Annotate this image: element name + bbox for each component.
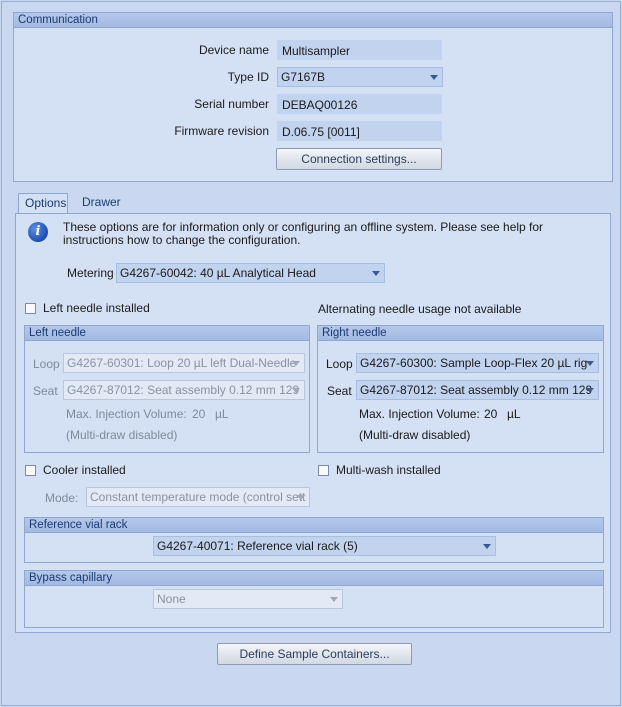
- left-seat-dropdown[interactable]: [63, 380, 305, 400]
- left-needle-installed-label: Left needle installed: [43, 301, 150, 315]
- type-id-dropdown[interactable]: [277, 67, 443, 87]
- define-sample-containers-button[interactable]: Define Sample Containers...: [217, 643, 412, 665]
- chevron-down-icon[interactable]: [287, 354, 304, 372]
- firmware-revision-label: Firmware revision: [174, 124, 269, 138]
- right-max-injection-label: Max. Injection Volume:: [359, 407, 480, 421]
- chevron-down-icon[interactable]: [581, 381, 598, 399]
- device-name-field[interactable]: Multisampler: [277, 40, 442, 60]
- tab-drawer[interactable]: Drawer: [82, 195, 121, 209]
- chevron-down-icon[interactable]: [287, 381, 304, 399]
- device-name-label: Device name: [198, 43, 269, 57]
- bypass-capillary-dropdown[interactable]: [153, 589, 343, 609]
- left-loop-dropdown[interactable]: [63, 353, 305, 373]
- right-seat-label: Seat: [327, 384, 352, 398]
- right-seat-dropdown[interactable]: [356, 380, 599, 400]
- right-loop-dropdown[interactable]: [356, 353, 599, 373]
- tab-options[interactable]: Options: [18, 193, 68, 214]
- left-needle-header: Left needle: [25, 326, 309, 341]
- left-multidraw-text: (Multi-draw disabled): [66, 428, 178, 442]
- cooler-installed-checkbox[interactable]: [25, 462, 126, 478]
- multiwash-installed-label: Multi-wash installed: [336, 463, 441, 477]
- alternating-needle-text: Alternating needle usage not available: [318, 302, 522, 316]
- right-loop-value: G4267-60300: Sample Loop-Flex 20 µL rig: [360, 356, 588, 370]
- right-seat-value: G4267-87012: Seat assembly 0.12 mm 129: [360, 383, 593, 397]
- right-loop-label: Loop: [326, 357, 353, 371]
- firmware-revision-field[interactable]: D.06.75 [0011]: [277, 121, 442, 141]
- metering-label: Metering: [67, 266, 114, 280]
- left-seat-label: Seat: [33, 384, 58, 398]
- mode-label: Mode:: [45, 491, 79, 505]
- chevron-down-icon[interactable]: [325, 590, 342, 608]
- chevron-down-icon[interactable]: [367, 264, 384, 282]
- left-loop-value: G4267-60301: Loop 20 µL left Dual-Needle: [67, 356, 297, 370]
- cooler-installed-label: Cooler installed: [43, 463, 126, 477]
- mode-dropdown[interactable]: [86, 487, 310, 507]
- left-max-injection-unit: µL: [215, 407, 229, 421]
- right-multidraw-text: (Multi-draw disabled): [359, 428, 471, 442]
- mode-value: Constant temperature mode (control sett: [90, 490, 306, 504]
- serial-number-label: Serial number: [194, 97, 269, 111]
- type-id-value: G7167B: [281, 70, 326, 84]
- chevron-down-icon[interactable]: [478, 537, 495, 555]
- reference-vial-rack-value: G4267-40071: Reference vial rack (5): [157, 539, 358, 553]
- serial-number-field[interactable]: DEBAQ00126: [277, 94, 442, 114]
- metering-value: G4267-60042: 40 µL Analytical Head: [120, 266, 316, 280]
- right-max-injection-unit: µL: [507, 407, 521, 421]
- multiwash-installed-checkbox[interactable]: [318, 462, 441, 478]
- chevron-down-icon[interactable]: [581, 354, 598, 372]
- bypass-capillary-value: None: [157, 592, 186, 606]
- info-text: These options are for information only or configuring an offline system. Please see help for instructions how to change the configuration.: [63, 220, 544, 247]
- checkbox-box[interactable]: [25, 303, 36, 314]
- checkbox-box[interactable]: [318, 465, 329, 476]
- chevron-down-icon[interactable]: [292, 488, 309, 506]
- info-icon: i: [28, 222, 48, 242]
- multisampler-config-window: [1, 1, 621, 706]
- right-max-injection-value: 20: [484, 407, 498, 421]
- reference-vial-rack-dropdown[interactable]: [153, 536, 496, 556]
- left-needle-installed-checkbox[interactable]: [25, 300, 150, 316]
- metering-dropdown[interactable]: [116, 263, 385, 283]
- left-seat-value: G4267-87012: Seat assembly 0.12 mm 129: [67, 383, 300, 397]
- connection-settings-button[interactable]: Connection settings...: [276, 148, 442, 170]
- right-needle-header: Right needle: [318, 326, 603, 341]
- communication-header: Communication: [14, 13, 612, 28]
- type-id-label: Type ID: [227, 70, 269, 84]
- left-loop-label: Loop: [33, 357, 60, 371]
- bypass-capillary-header: Bypass capillary: [25, 571, 603, 586]
- left-max-injection-label: Max. Injection Volume:: [66, 407, 187, 421]
- chevron-down-icon[interactable]: [425, 68, 442, 86]
- left-max-injection-value: 20: [192, 407, 206, 421]
- reference-vial-rack-header: Reference vial rack: [25, 518, 603, 533]
- checkbox-box[interactable]: [25, 465, 36, 476]
